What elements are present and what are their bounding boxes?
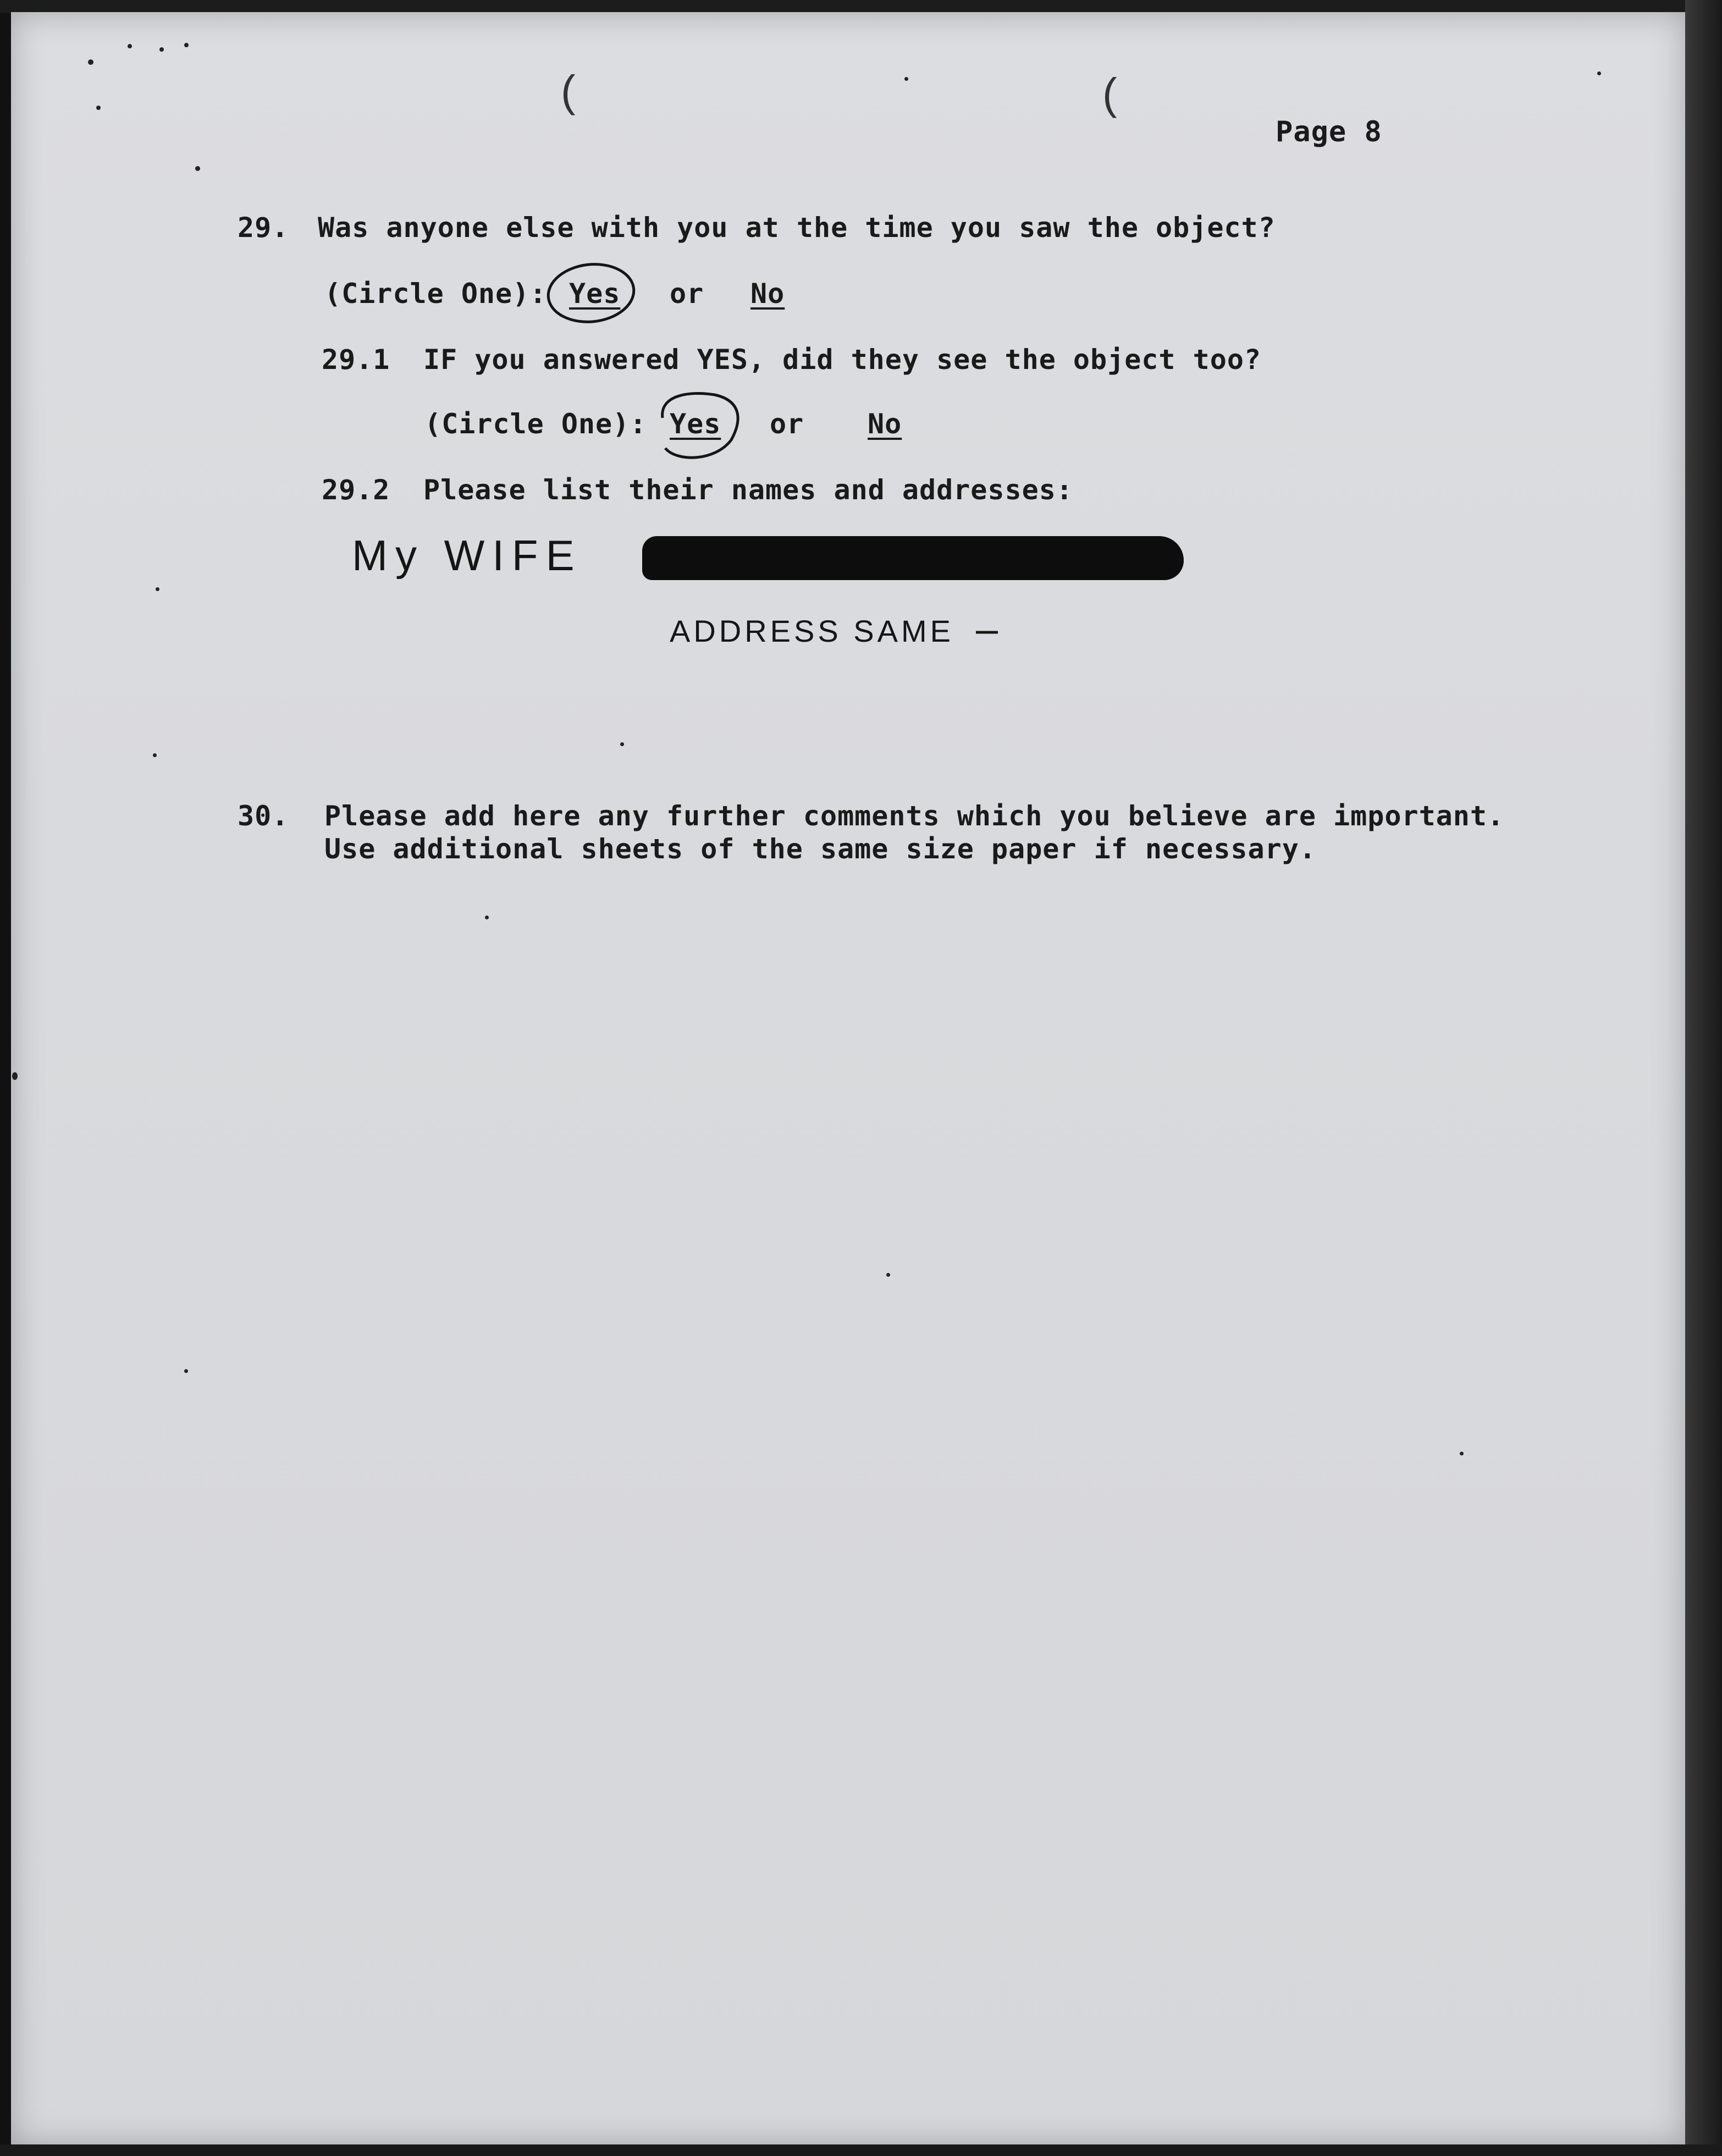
- answer-no: No: [868, 408, 902, 440]
- handwritten-address: ADDRESS SAME: [670, 614, 954, 648]
- answer-or: or: [770, 408, 804, 440]
- page-number: Page 8: [1276, 115, 1382, 148]
- bleed-through-mark: (: [561, 67, 576, 115]
- question-29-2-text: Please list their names and addresses:: [423, 474, 1073, 506]
- question-30-line-1: Please add here any further comments which you believe are important.: [324, 800, 1505, 832]
- answer-no: No: [750, 278, 785, 310]
- question-29-2-number: 29.2: [322, 474, 390, 506]
- answer-yes: Yes: [569, 278, 621, 310]
- bleed-through-mark: (: [1102, 69, 1117, 118]
- circle-one-prompt: (Circle One):: [324, 278, 547, 310]
- circle-one-prompt: (Circle One):: [424, 408, 647, 440]
- circle-mark: [545, 260, 637, 326]
- question-29-1-number: 29.1: [322, 344, 390, 376]
- question-29-text: Was anyone else with you at the time you saw the object?: [318, 212, 1276, 244]
- question-30-number: 30.: [238, 800, 289, 832]
- handwritten-name: My WIFE: [352, 531, 582, 580]
- question-30-line-2: Use additional sheets of the same size paper if necessary.: [324, 833, 1316, 865]
- answer-or: or: [670, 278, 704, 310]
- question-29-number: 29.: [238, 212, 289, 244]
- question-29-1-text: IF you answered YES, did they see the object too?: [423, 344, 1262, 376]
- answer-yes: Yes: [670, 408, 721, 440]
- circle-mark: [663, 393, 738, 457]
